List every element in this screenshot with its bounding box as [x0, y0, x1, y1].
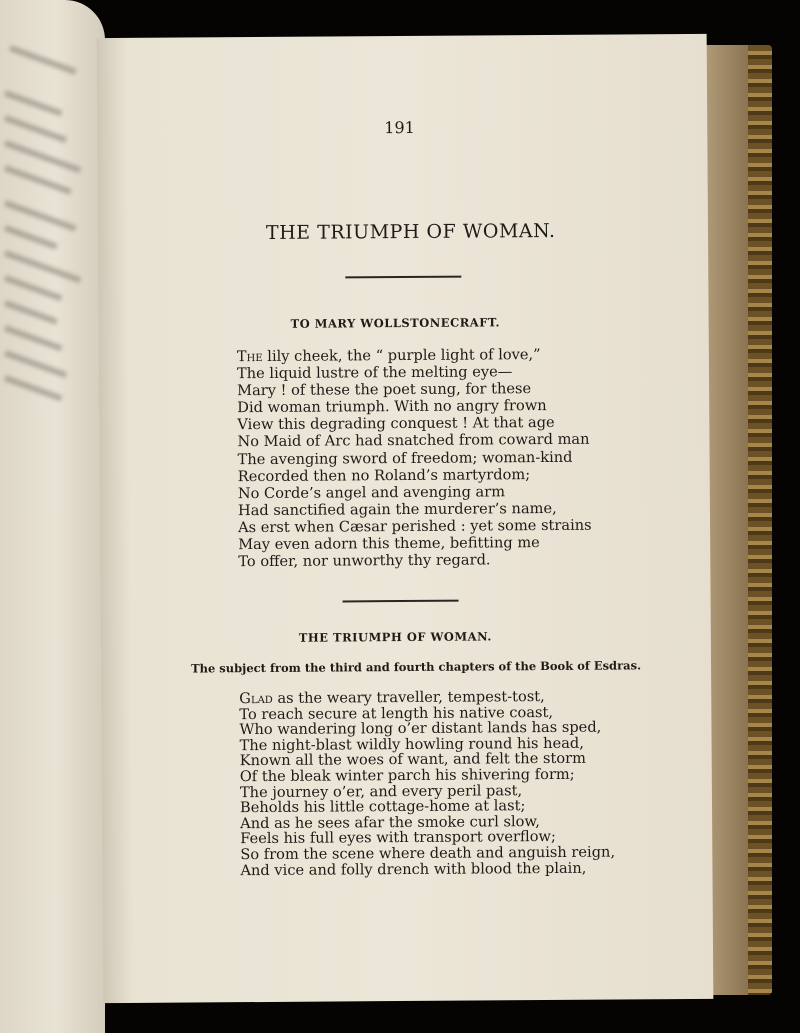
- dedication-heading: TO MARY WOLLSTONECRAFT.: [290, 315, 500, 331]
- blurred-text: [4, 300, 58, 324]
- blurred-text: [4, 225, 58, 249]
- poem-line: Of the bleak winter parch his shivering form;: [239, 765, 575, 786]
- blurred-text: [4, 90, 62, 116]
- poem-line: To offer, nor unworthy thy regard.: [238, 551, 491, 571]
- poem-line: Recorded then no Roland’s martyrdom;: [237, 465, 531, 485]
- poem-line: Who wandering long o’er distant lands has sped,: [239, 718, 602, 739]
- main-poem: [239, 689, 615, 879]
- poem-line: The journey o’er, and every peril past,: [239, 781, 523, 801]
- poem-line: Known all the woes of want, and felt the storm: [239, 750, 586, 770]
- page-number: 191: [384, 117, 415, 138]
- blurred-text: [4, 200, 77, 231]
- poem-heading: THE TRIUMPH OF WOMAN.: [298, 629, 492, 645]
- divider: [343, 600, 459, 602]
- poem-subject: The subject from the third and fourth chapters of the Book of Esdras.: [190, 658, 642, 676]
- poem-line: Mary ! of these the poet sung, for these: [237, 380, 532, 400]
- poem-line: The liquid lustre of the melting eye—: [236, 363, 513, 383]
- poem-line: View this degrading conquest ! At that age: [237, 414, 555, 434]
- blurred-text: [4, 325, 62, 351]
- page-title: THE TRIUMPH OF WOMAN.: [265, 219, 556, 244]
- dedication-poem: [237, 346, 592, 571]
- poem-line: And as he sees afar the smoke curl slow,: [240, 812, 540, 832]
- poem-line: As erst when Cæsar perished : yet some strains: [238, 516, 592, 537]
- blurred-text: [4, 115, 67, 143]
- first-word: Glad: [239, 689, 273, 708]
- poem-line: The night-blast wildly howling round his head,: [239, 734, 584, 754]
- poem-line: And vice and folly drench with blood the plain,: [240, 859, 587, 879]
- poem-line: No Corde’s angel and avenging arm: [237, 483, 506, 502]
- poem-line: [237, 346, 591, 366]
- facing-page: [0, 0, 105, 1033]
- blurred-text: [4, 165, 72, 195]
- poem-line: Had sanctified again the murderer’s name,: [237, 499, 557, 520]
- poem-line: May even adorn this theme, befitting me: [238, 534, 540, 554]
- poem-line: Feels his full eyes with transport overflow;: [240, 828, 556, 848]
- poem-line: To reach secure at length his native coast,: [239, 703, 554, 723]
- poem-line: So from the scene where death and anguish reign,: [240, 843, 616, 864]
- book-page: [97, 34, 714, 1003]
- poem-line: Did woman triumph. With no angry frown: [237, 397, 547, 417]
- poem-line: The avenging sword of freedom; woman-kind: [237, 448, 573, 468]
- blurred-text: [9, 45, 77, 75]
- first-word: The: [236, 347, 263, 366]
- line-text: lily cheek, the “ purple light of love,”: [262, 346, 541, 365]
- blurred-text: [4, 375, 62, 401]
- divider: [345, 276, 461, 278]
- blurred-text: [4, 275, 62, 301]
- blurred-text: [4, 350, 67, 378]
- poem-line: Beholds his little cottage-home at last;: [239, 797, 526, 817]
- line-text: as the weary traveller, tempest-tost,: [272, 688, 545, 707]
- poem-line: No Maid of Arc had snatched from coward man: [237, 431, 590, 451]
